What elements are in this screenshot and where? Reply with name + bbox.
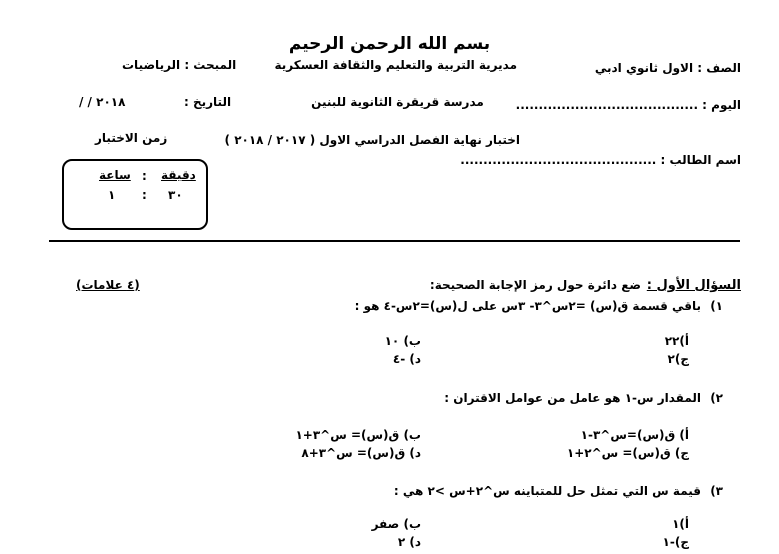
minute-value: ٣٠ [168,188,183,202]
date-value: / / ٢٠١٨ [79,95,126,109]
exam-time-box [62,159,208,230]
grade-label: الصف : الاول ثانوي ادبي [594,61,741,75]
q1-item1-text: باقي قسمة ق(س) =٢س^٣- ٣س على ل(س)=٢س-٤ هو : [354,299,701,313]
minute-label: دقيقة [161,168,196,182]
q1-item2-number: ٢) [710,391,723,405]
q1-item1-number: ١) [710,299,723,313]
q1-item3-number: ٣) [710,484,723,498]
question1-title: السؤال الأول : [646,278,741,293]
time-separator: : [142,169,147,183]
q1-item3-option-d: د) ٢ [397,535,421,549]
q1-item3-option-a: أ)١ [672,517,689,531]
exam-title: اختبار نهاية الفصل الدراسي الاول ( ٢٠١٧ / ٢٠١٨ ) [224,133,520,147]
question1-instruction: ضع دائرة حول رمز الإجابة الصحيحة: [429,278,641,292]
q1-item2-text: المقدار س-١ هو عامل من عوامل الاقتران : [444,391,701,405]
q1-item1-option-a: أ)٢٢ [664,334,689,348]
time-separator-2: : [142,188,147,202]
date-label: التاريخ : [184,95,232,109]
q1-item1-option-d: د) -٤ [392,352,421,366]
q1-item2-option-a: أ) ق(س)=س^٣-١ [580,428,689,442]
school-name: مدرسة قريقرة الثانوية للبنين [311,95,484,109]
hour-value: ١ [108,188,116,202]
q1-item2-option-b: ب) ق(س)= س^٣+١ [295,428,421,442]
exam-time-label: زمن الاختبار [95,131,168,145]
q1-item3-option-c: ج)-١ [662,535,689,549]
question1-marks: (٤ علامات) [76,278,140,292]
student-name-field: اسم الطالب : ........................................... [460,153,741,167]
subject-label: المبحث : الرياضيات [122,58,237,72]
q1-item3-option-b: ب) صفر [371,517,421,531]
q1-item1-option-b: ب) ١٠ [384,334,421,348]
day-field: اليوم : ........................................ [515,98,741,112]
hour-label: ساعة [99,168,131,182]
q1-item3-text: قيمة س التي تمثل حل للمتباينه س^٢+س >٢ هي : [393,484,701,498]
q1-item2-option-d: د) ق(س)= س^٣+٨ [301,446,421,460]
bismillah-heading: بسم الله الرحمن الرحيم [288,34,491,54]
q1-item1-option-c: ج)٢ [667,352,689,366]
section-divider [49,240,740,242]
directorate-name: مديرية التربية والتعليم والثقافة العسكرية [274,58,517,72]
q1-item2-option-c: ج) ق(س)= س^٢+١ [566,446,689,460]
